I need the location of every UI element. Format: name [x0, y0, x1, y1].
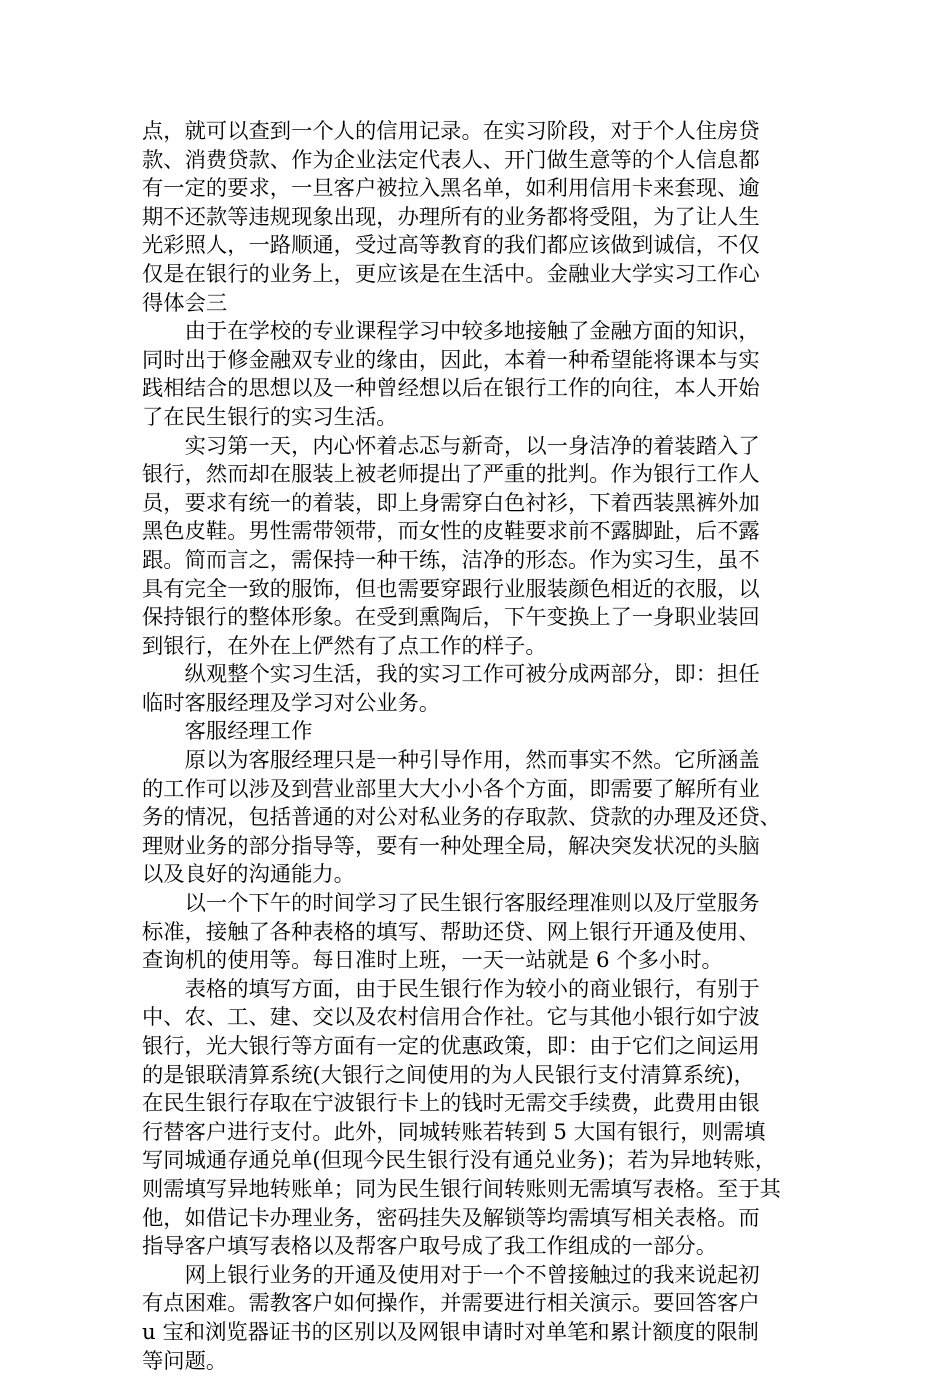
- text-line: 黑色皮鞋。男性需带领带，而女性的皮鞋要求前不露脚趾，后不露: [142, 519, 760, 545]
- paragraph-training: [142, 890, 830, 976]
- text-line: 款、消费贷款、作为企业法定代表人、开门做生意等的个人信息都: [142, 147, 760, 173]
- paragraph-role: [142, 747, 830, 890]
- text-line: 的工作可以涉及到营业部里大大小小各个方面，即需要了解所有业: [142, 776, 760, 802]
- text-line: 务的情况，包括普通的对公对私业务的存取款、贷款的办理及还贷、: [142, 805, 781, 831]
- text-line: 纵观整个实习生活，我的实习工作可被分成两部分，即：担任: [142, 662, 760, 688]
- document-page: [142, 118, 830, 1376]
- text-line: 具有完全一致的服饰，但也需要穿跟行业服装颜色相近的衣服，以: [142, 576, 760, 602]
- text-line: 同时出于修金融双专业的缘由，因此，本着一种希望能将课本与实: [142, 347, 760, 373]
- text-line: 跟。简而言之，需保持一种干练，洁净的形态。作为实习生，虽不: [142, 547, 760, 573]
- text-line: 以及良好的沟通能力。: [142, 862, 355, 888]
- text-line: 银行，然而却在服装上被老师提出了严重的批判。作为银行工作人: [142, 462, 760, 488]
- text-line: 有一定的要求，一旦客户被拉入黑名单，如利用信用卡来套现、逾: [142, 176, 760, 202]
- subheading: [142, 718, 830, 747]
- text-line: 等问题。: [142, 1348, 228, 1374]
- text-line: 到银行，在外在上俨然有了点工作的样子。: [142, 633, 547, 659]
- text-line: 他，如借记卡办理业务，密码挂失及解锁等均需填写相关表格。而: [142, 1205, 760, 1231]
- text-line: 有点困难。需教客户如何操作，并需要进行相关演示。要回答客户: [142, 1291, 760, 1317]
- paragraph-reason: [142, 318, 830, 432]
- paragraph-overview: [142, 661, 830, 718]
- text-line: 行替客户进行支付。此外，同城转账若转到 5 大国有银行，则需填: [142, 1119, 766, 1145]
- paragraph-first-day: [142, 433, 830, 662]
- text-line: 保持银行的整体形象。在受到熏陶后，下午变换上了一身职业装回: [142, 605, 760, 631]
- text-line: 仅是在银行的业务上，更应该是在生活中。金融业大学实习工作心: [142, 261, 760, 287]
- text-line: 点，就可以查到一个人的信用记录。在实习阶段，对于个人住房贷: [142, 119, 760, 144]
- text-line: 中、农、工、建、交以及农村信用合作社。它与其他小银行如宁波: [142, 1005, 760, 1031]
- text-line: 临时客服经理及学习对公业务。: [142, 690, 441, 716]
- text-line: 原以为客服经理只是一种引导作用，然而事实不然。它所涵盖: [142, 748, 760, 774]
- text-line: u 宝和浏览器证书的区别以及网银申请时对单笔和累计额度的限制: [142, 1319, 759, 1345]
- text-line: 光彩照人，一路顺通，受过高等教育的我们都应该做到诚信，不仅: [142, 233, 760, 259]
- text-line: 表格的填写方面，由于民生银行作为较小的商业银行，有别于: [142, 976, 760, 1002]
- subheading-text: 客服经理工作: [142, 719, 313, 745]
- text-line: 以一个下午的时间学习了民生银行客服经理准则以及厅堂服务: [142, 891, 760, 917]
- text-line: 网上银行业务的开通及使用对于一个不曾接触过的我来说起初: [142, 1262, 760, 1288]
- paragraph-forms: [142, 976, 830, 1262]
- text-line: 由于在学校的专业课程学习中较多地接触了金融方面的知识，: [142, 319, 760, 345]
- text-line: 的是银联清算系统(大银行之间使用的为人民银行支付清算系统)，: [142, 1062, 755, 1088]
- text-line: 理财业务的部分指导等，要有一种处理全局，解决突发状况的头脑: [142, 833, 760, 859]
- text-line: 了在民生银行的实习生活。: [142, 404, 398, 430]
- paragraph-intro: [142, 118, 830, 318]
- text-line: 期不还款等违规现象出现，办理所有的业务都将受阻，为了让人生: [142, 204, 760, 230]
- text-line: 写同城通存通兑单(但现今民生银行没有通兑业务)；若为异地转账，: [142, 1148, 777, 1174]
- text-line: 指导客户填写表格以及帮客户取号成了我工作组成的一部分。: [142, 1234, 718, 1260]
- paragraph-online-banking: [142, 1262, 830, 1376]
- text-line: 查询机的使用等。每日准时上班，一天一站就是 6 个多小时。: [142, 948, 723, 974]
- text-line: 则需填写异地转账单；同为民生银行间转账则无需填写表格。至于其: [142, 1176, 781, 1202]
- text-line: 银行，光大银行等方面有一定的优惠政策，即：由于它们之间运用: [142, 1034, 760, 1059]
- text-line: 实习第一天，内心怀着忐忑与新奇，以一身洁净的着装踏入了: [142, 433, 760, 459]
- text-line: 践相结合的思想以及一种曾经想以后在银行工作的向往，本人开始: [142, 376, 760, 402]
- section-title-line: 得体会三: [142, 290, 228, 316]
- text-line: 在民生银行存取在宁波银行卡上的钱时无需交手续费，此费用由银: [142, 1091, 760, 1117]
- text-line: 员，要求有统一的着装，即上身需穿白色衬衫，下着西装黑裤外加: [142, 490, 760, 516]
- text-line: 标准，接触了各种表格的填写、帮助还贷、网上银行开通及使用、: [142, 919, 760, 945]
